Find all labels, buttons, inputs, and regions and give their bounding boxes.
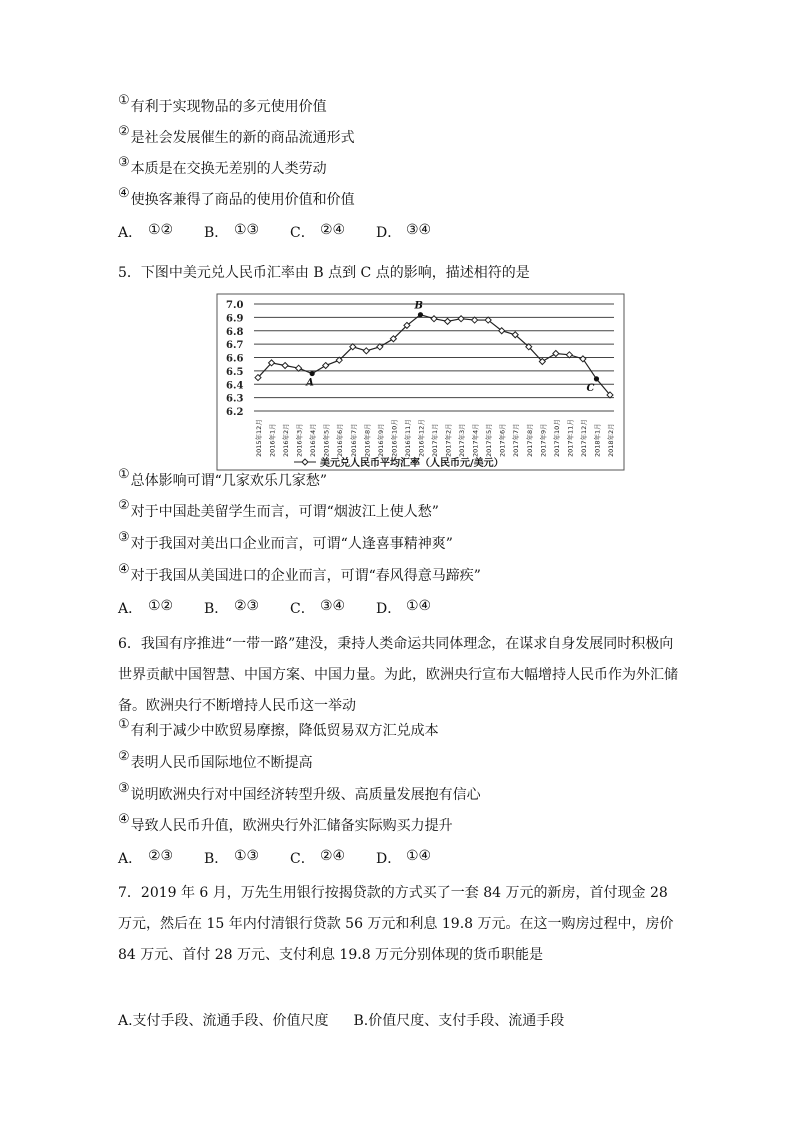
- q5-options: [118, 598, 462, 618]
- x-tick-label: 2016年7月: [349, 423, 358, 457]
- q5-option-c[interactable]: C． ③④: [290, 598, 346, 617]
- y-tick-label: 7.0: [226, 300, 244, 311]
- x-tick-label: 2017年11月: [566, 419, 575, 457]
- point-label: A: [306, 377, 314, 389]
- x-tick-label: 2017年4月: [471, 423, 480, 457]
- x-tick-label: 2017年10月: [552, 419, 561, 457]
- y-tick-label: 6.9: [226, 313, 244, 325]
- x-tick-label: 2016年6月: [336, 423, 345, 457]
- x-tick-label: 2016年12月: [417, 419, 426, 457]
- q4-item-4: ④使换客兼得了商品的使用价值和价值: [118, 186, 355, 208]
- q5-option-b[interactable]: B． ②③: [204, 598, 260, 617]
- y-tick-label: 6.8: [226, 326, 244, 338]
- y-tick-label: 6.3: [226, 393, 244, 405]
- x-tick-label: 2017年12月: [579, 419, 588, 457]
- q6-item-1: ①有利于减少中欧贸易摩擦，降低贸易双方汇兑成本: [118, 717, 439, 739]
- q4-option-a[interactable]: A． ①②: [118, 222, 174, 241]
- q6-option-b[interactable]: B． ①③: [204, 848, 260, 867]
- q7-option-b[interactable]: B.价值尺度、支付手段、流通手段: [353, 1013, 565, 1029]
- q5-option-d[interactable]: D． ①④: [376, 598, 432, 617]
- data-point-marked: [418, 312, 423, 317]
- q7-option-a[interactable]: A.支付手段、流通手段、价值尺度: [118, 1013, 329, 1029]
- q4-item-3: ③本质是在交换无差别的人类劳动: [118, 155, 327, 177]
- x-tick-label: 2017年7月: [512, 423, 521, 457]
- q4-option-d[interactable]: D． ③④: [376, 222, 432, 241]
- exchange-rate-chart: [216, 293, 626, 473]
- q4-options: [118, 222, 462, 242]
- q5-option-a[interactable]: A． ①②: [118, 598, 174, 617]
- y-tick-label: 6.5: [226, 366, 244, 378]
- x-tick-label: 2018年2月: [607, 423, 615, 457]
- y-tick-label: 6.2: [226, 407, 244, 418]
- q4-option-c[interactable]: C． ②④: [290, 222, 346, 241]
- data-point-marked: [594, 376, 599, 381]
- x-tick-label: 2017年9月: [539, 423, 548, 457]
- y-tick-label: 6.4: [226, 380, 244, 392]
- q4-item-2: ②是社会发展催生的新的商品流通形式: [118, 124, 355, 146]
- x-tick-label: 2016年4月: [309, 423, 318, 457]
- q7-stem: 7．2019 年 6 月，万先生用银行按揭贷款的方式买了一套 84 万元的新房，首付现金 28 万元，然后在 15 年内付清银行贷款 56 万元和利息 19.8 万元。在这一购房过程中，房价 84 万元、首付 28 万元、支付利息 19.8 万元分别体现的货币职能是: [118, 885, 674, 963]
- y-tick-label: 6.6: [226, 353, 244, 365]
- chart-svg: [216, 293, 626, 473]
- q5-item-2: ②对于中国赴美留学生而言，可谓“烟波江上使人愁”: [118, 498, 439, 520]
- x-tick-label: 2016年1月: [268, 423, 277, 457]
- x-tick-label: 2017年5月: [485, 423, 494, 457]
- q6-item-4: ④导致人民币升值，欧洲央行外汇储备实际购买力提升: [118, 812, 453, 834]
- x-tick-label: 2016年10月: [390, 419, 399, 457]
- x-tick-label: 2017年2月: [444, 423, 453, 457]
- x-tick-label: 2016年8月: [363, 423, 372, 457]
- x-tick-label: 2015年12月: [255, 419, 263, 457]
- q6-item-3: ③说明欧洲央行对中国经济转型升级、高质量发展抱有信心: [118, 781, 481, 803]
- point-label: B: [414, 300, 423, 312]
- q6-option-a[interactable]: A． ②③: [118, 848, 174, 867]
- x-tick-label: 2016年9月: [376, 423, 385, 457]
- q6-options: [118, 848, 462, 868]
- q7-options: [118, 1010, 564, 1030]
- x-tick-label: 2017年6月: [498, 423, 507, 457]
- y-tick-label: 6.7: [226, 340, 244, 352]
- x-tick-label: 2016年5月: [322, 423, 331, 457]
- x-tick-label: 2016年2月: [282, 423, 291, 457]
- x-tick-label: 2016年3月: [295, 423, 304, 457]
- q6-option-c[interactable]: C． ②④: [290, 848, 346, 867]
- q5-item-3: ③对于我国对美出口企业而言，可谓“人逢喜事精神爽”: [118, 530, 453, 552]
- q6-item-2: ②表明人民币国际地位不断提高: [118, 749, 313, 771]
- x-tick-label: 2018年1月: [593, 423, 602, 457]
- q6-option-d[interactable]: D． ①④: [376, 848, 432, 867]
- q4-option-b[interactable]: B． ①③: [204, 222, 260, 241]
- x-tick-label: 2017年3月: [458, 423, 467, 457]
- point-label: C: [586, 382, 595, 394]
- q4-item-1: ①有利于实现物品的多元使用价值: [118, 93, 327, 115]
- q5-stem: 5．下图中美元兑人民币汇率由 B 点到 C 点的影响，描述相符的是: [118, 265, 530, 281]
- q6-stem: 6．我国有序推进“一带一路”建没，秉持人类命运共同体理念，在谋求自身发展同时积极向世界贡献中国智慧、中国方案、中国力量。为此，欧洲央行宣布大幅增持人民币作为外汇储备。欧洲央行不断增持人民币这一举动: [118, 636, 678, 714]
- x-tick-label: 2017年8月: [525, 423, 534, 457]
- q5-item-4: ④对于我国从美国进口的企业而言，可谓“春风得意马蹄疾”: [118, 562, 481, 584]
- x-tick-label: 2016年11月: [403, 419, 412, 457]
- q5-item-1: ①总体影响可谓“几家欢乐几家愁”: [118, 467, 327, 489]
- data-point-marked: [310, 371, 315, 376]
- x-tick-label: 2017年1月: [431, 423, 439, 457]
- legend-label: 美元兑人民币平均汇率（人民币元/美元）: [320, 458, 504, 469]
